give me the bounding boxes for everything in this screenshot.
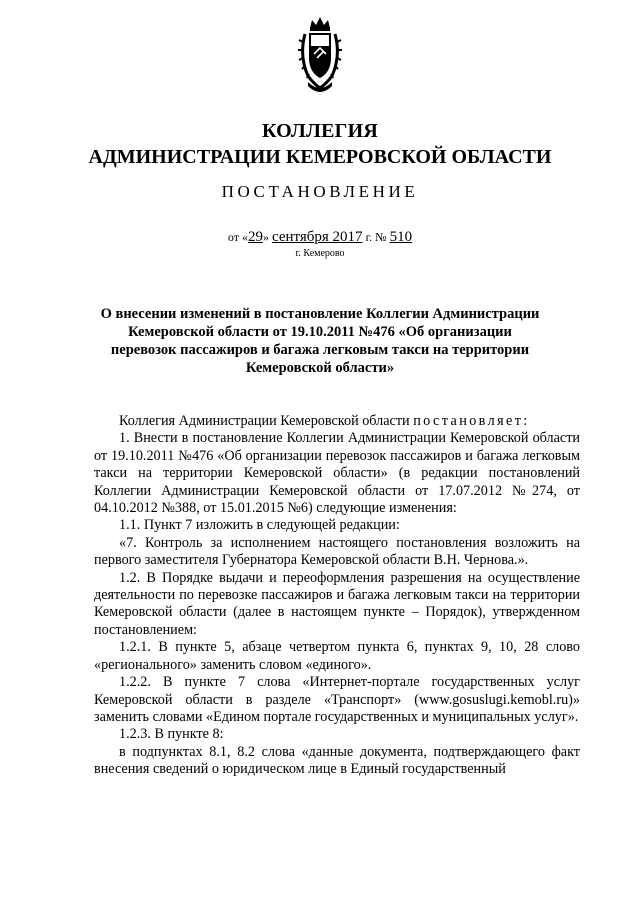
organization-title: КОЛЛЕГИЯ — [261, 120, 379, 142]
preamble-text: Коллегия Администрации Кемеровской области — [119, 413, 414, 429]
date-month-year: сентября 2017 — [271, 229, 363, 245]
paragraph-1: 1. Внести в постановление Коллегии Администрации Кемеровской области от 19.10.2011 №476 «Об организации перевозок пассажиров и багажа легковым такси на территории Кемеровской области» (в редакции постановлений Коллегии Администрации Кемеровской области от 17.07.2012 №274, от 04.10.2012 №388, от 15.01.2015 №6) следующие изменения: — [94, 430, 580, 517]
paragraph-subitems: в подпунктах 8.1, 8.2 слова «данные документа, подтверждающего факт внесения сведений о юридическом лице в Единый государственный — [94, 743, 580, 778]
document-number: 510 — [389, 229, 413, 245]
paragraph-1-1: 1.1. Пункт 7 изложить в следующей редакции: — [119, 517, 400, 534]
date-quote-close: » — [262, 230, 269, 244]
document-body — [94, 413, 580, 779]
date-number-line — [0, 229, 640, 246]
paragraph-1-2-3: 1.2.3. В пункте 8: — [119, 726, 224, 743]
number-sign: № — [375, 230, 387, 244]
paragraph-1-2-1: 1.2.1. В пункте 5, абзаце четвертом пункта 6, пунктах 9, 10, 28 слово «регионального» заменить словом «единого». — [94, 639, 580, 673]
paragraph-1-2-2: 1.2.2. В пункте 7 слова «Интернет-портале государственных услуг Кемеровской области в разделе «Транспорт» (www.gosuslugi.kemobl.ru)» заменить словами «Едином портале государственных и муниципальных услуг». — [94, 674, 580, 725]
paragraph-quote-7: «7. Контроль за исполнением настоящего постановления возложить на первого заместителя Губернатора Кемеровской области В.Н. Чернова.». — [94, 534, 580, 569]
organization-subtitle: АДМИНИСТРАЦИИ КЕМЕРОВСКОЙ ОБЛАСТИ — [88, 146, 552, 168]
paragraph-1-2: 1.2. В Порядке выдачи и переоформления разрешения на осуществление деятельности по перевозке пассажиров и багажа легковым такси на территории Кемеровской области (далее в настоящем пункте – Порядок), утвержденном постановлением: — [94, 569, 580, 638]
date-year-suffix: г. — [365, 230, 373, 244]
paragraph-preamble — [94, 413, 580, 430]
coat-of-arms-icon — [298, 14, 342, 98]
preamble-spaced-word: постановляет: — [413, 413, 530, 429]
document-type: ПОСТАНОВЛЕНИЕ — [221, 182, 419, 201]
city: г. Кемерово — [295, 248, 345, 259]
date-day: 29 — [247, 229, 263, 245]
document-subject: О внесении изменений в постановление Коллегии Администрации Кемеровской области от 19.10.2011 №476 «Об организации перевозок пассажиров и багажа легковым такси на территории Кемеровской области» — [100, 306, 540, 376]
date-prefix: от « — [227, 230, 248, 244]
